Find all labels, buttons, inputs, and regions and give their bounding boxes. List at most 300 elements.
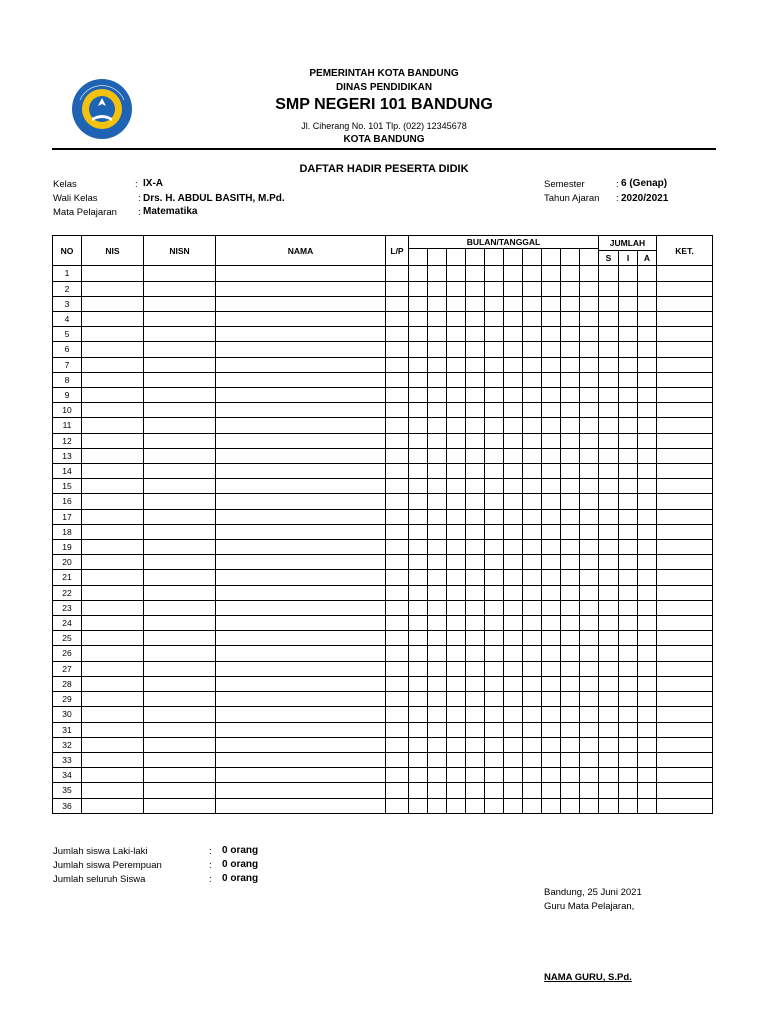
table-cell <box>216 403 386 418</box>
table-cell <box>561 448 580 463</box>
mapel-label: Mata Pelajaran <box>53 207 117 218</box>
table-cell <box>386 281 409 296</box>
table-cell <box>542 448 561 463</box>
table-cell <box>466 692 485 707</box>
table-row <box>53 555 713 570</box>
table-cell <box>638 585 657 600</box>
table-cell <box>580 357 599 372</box>
table-cell <box>386 312 409 327</box>
col-ket-header: KET. <box>657 236 713 266</box>
table-cell <box>638 479 657 494</box>
table-cell <box>82 524 144 539</box>
table-cell <box>82 646 144 661</box>
table-cell <box>386 707 409 722</box>
table-cell <box>428 600 447 615</box>
col-a-header: A <box>638 251 657 266</box>
table-cell <box>466 524 485 539</box>
table-cell <box>386 555 409 570</box>
table-cell <box>82 372 144 387</box>
table-cell <box>428 433 447 448</box>
row-number: 1 <box>53 266 82 281</box>
date-cell <box>485 249 504 266</box>
total-count-label: Jumlah seluruh Siswa <box>53 874 146 885</box>
table-cell <box>466 509 485 524</box>
table-cell <box>580 524 599 539</box>
table-cell <box>386 570 409 585</box>
table-cell <box>409 403 428 418</box>
signature-name: NAMA GURU, S.Pd. <box>544 972 632 983</box>
table-cell <box>428 646 447 661</box>
table-cell <box>523 585 542 600</box>
date-cell <box>542 249 561 266</box>
table-cell <box>561 327 580 342</box>
table-cell <box>561 570 580 585</box>
table-cell <box>580 707 599 722</box>
table-cell <box>447 509 466 524</box>
table-cell <box>216 737 386 752</box>
table-cell <box>523 296 542 311</box>
table-cell <box>580 600 599 615</box>
table-cell <box>542 524 561 539</box>
table-row <box>53 722 713 737</box>
table-cell <box>216 342 386 357</box>
table-cell <box>542 433 561 448</box>
table-cell <box>428 722 447 737</box>
table-cell <box>619 585 638 600</box>
table-cell <box>409 464 428 479</box>
table-cell <box>216 524 386 539</box>
table-cell <box>523 327 542 342</box>
table-cell <box>580 281 599 296</box>
table-cell <box>386 403 409 418</box>
table-cell <box>409 479 428 494</box>
table-cell <box>144 707 216 722</box>
table-cell <box>599 631 619 646</box>
table-row <box>53 768 713 783</box>
table-cell <box>599 676 619 691</box>
row-number: 23 <box>53 600 82 615</box>
table-cell <box>216 433 386 448</box>
table-cell <box>485 737 504 752</box>
table-cell <box>657 418 713 433</box>
table-cell <box>523 737 542 752</box>
col-nama-header: NAMA <box>216 236 386 266</box>
col-no-header: NO <box>53 236 82 266</box>
table-cell <box>580 555 599 570</box>
male-count-label: Jumlah siswa Laki-laki <box>53 846 148 857</box>
table-cell <box>638 403 657 418</box>
table-cell <box>447 342 466 357</box>
table-cell <box>580 342 599 357</box>
table-cell <box>504 783 523 798</box>
table-cell <box>638 494 657 509</box>
table-cell <box>580 388 599 403</box>
table-cell <box>657 631 713 646</box>
table-cell <box>504 768 523 783</box>
table-row <box>53 676 713 691</box>
table-cell <box>542 342 561 357</box>
col-i-header: I <box>619 251 638 266</box>
table-cell <box>580 798 599 813</box>
table-cell <box>599 464 619 479</box>
table-cell <box>144 783 216 798</box>
table-cell <box>216 312 386 327</box>
table-cell <box>466 479 485 494</box>
table-cell <box>523 448 542 463</box>
wali-colon: : <box>138 193 141 204</box>
table-cell <box>428 676 447 691</box>
wali-value: Drs. H. ABDUL BASITH, M.Pd. <box>143 193 285 204</box>
table-cell <box>542 661 561 676</box>
table-cell <box>504 312 523 327</box>
table-cell <box>144 403 216 418</box>
table-cell <box>638 266 657 281</box>
table-cell <box>409 372 428 387</box>
table-cell <box>216 616 386 631</box>
row-number: 9 <box>53 388 82 403</box>
table-cell <box>657 372 713 387</box>
table-cell <box>599 540 619 555</box>
table-cell <box>504 433 523 448</box>
row-number: 29 <box>53 692 82 707</box>
table-cell <box>485 494 504 509</box>
table-cell <box>561 600 580 615</box>
row-number: 31 <box>53 722 82 737</box>
table-cell <box>447 768 466 783</box>
table-cell <box>216 296 386 311</box>
table-cell <box>466 388 485 403</box>
table-cell <box>504 661 523 676</box>
table-cell <box>638 509 657 524</box>
table-cell <box>386 509 409 524</box>
table-cell <box>638 737 657 752</box>
table-cell <box>144 327 216 342</box>
table-cell <box>409 281 428 296</box>
table-cell <box>428 418 447 433</box>
total-count-value: 0 orang <box>222 873 259 884</box>
table-row <box>53 540 713 555</box>
table-cell <box>561 494 580 509</box>
table-cell <box>561 737 580 752</box>
table-cell <box>638 342 657 357</box>
table-cell <box>638 768 657 783</box>
table-cell <box>386 737 409 752</box>
table-cell <box>599 524 619 539</box>
table-cell <box>504 388 523 403</box>
table-cell <box>619 752 638 767</box>
table-cell <box>144 798 216 813</box>
table-cell <box>657 616 713 631</box>
table-cell <box>523 479 542 494</box>
row-number: 22 <box>53 585 82 600</box>
table-cell <box>638 783 657 798</box>
table-cell <box>599 372 619 387</box>
table-cell <box>144 600 216 615</box>
table-cell <box>144 266 216 281</box>
table-cell <box>485 783 504 798</box>
row-number: 16 <box>53 494 82 509</box>
table-cell <box>638 524 657 539</box>
table-cell <box>542 296 561 311</box>
table-cell <box>447 555 466 570</box>
row-number: 26 <box>53 646 82 661</box>
table-cell <box>409 737 428 752</box>
table-cell <box>82 433 144 448</box>
table-cell <box>428 707 447 722</box>
table-cell <box>386 524 409 539</box>
table-cell <box>466 768 485 783</box>
table-cell <box>504 570 523 585</box>
table-cell <box>428 403 447 418</box>
table-cell <box>580 448 599 463</box>
table-cell <box>386 296 409 311</box>
table-cell <box>485 312 504 327</box>
table-cell <box>580 768 599 783</box>
table-cell <box>619 768 638 783</box>
table-cell <box>638 448 657 463</box>
table-cell <box>561 312 580 327</box>
table-cell <box>466 585 485 600</box>
table-cell <box>216 722 386 737</box>
table-cell <box>447 540 466 555</box>
table-cell <box>428 448 447 463</box>
table-cell <box>657 722 713 737</box>
table-cell <box>523 783 542 798</box>
table-cell <box>599 616 619 631</box>
table-cell <box>447 631 466 646</box>
row-number: 6 <box>53 342 82 357</box>
table-cell <box>580 752 599 767</box>
table-cell <box>447 783 466 798</box>
table-cell <box>428 798 447 813</box>
tut-wuri-logo-icon <box>70 78 134 140</box>
table-cell <box>638 600 657 615</box>
table-cell <box>523 798 542 813</box>
table-cell <box>523 342 542 357</box>
row-number: 11 <box>53 418 82 433</box>
row-number: 10 <box>53 403 82 418</box>
table-cell <box>428 296 447 311</box>
table-cell <box>485 722 504 737</box>
table-cell <box>386 676 409 691</box>
table-cell <box>504 342 523 357</box>
table-row <box>53 342 713 357</box>
table-cell <box>485 631 504 646</box>
table-cell <box>386 540 409 555</box>
table-cell <box>447 722 466 737</box>
date-cell <box>561 249 580 266</box>
table-cell <box>466 646 485 661</box>
table-cell <box>657 494 713 509</box>
table-cell <box>657 676 713 691</box>
table-cell <box>216 783 386 798</box>
table-row <box>53 296 713 311</box>
table-cell <box>619 464 638 479</box>
table-cell <box>619 722 638 737</box>
table-row <box>53 570 713 585</box>
table-cell <box>409 433 428 448</box>
table-cell <box>523 357 542 372</box>
table-cell <box>580 631 599 646</box>
table-cell <box>216 570 386 585</box>
date-cell <box>466 249 485 266</box>
table-cell <box>428 616 447 631</box>
table-cell <box>638 418 657 433</box>
table-cell <box>542 357 561 372</box>
table-cell <box>216 600 386 615</box>
table-row <box>53 448 713 463</box>
table-cell <box>504 372 523 387</box>
row-number: 34 <box>53 768 82 783</box>
table-row <box>53 600 713 615</box>
table-cell <box>599 327 619 342</box>
table-row <box>53 692 713 707</box>
table-cell <box>82 357 144 372</box>
table-cell <box>447 433 466 448</box>
table-cell <box>447 448 466 463</box>
table-cell <box>619 661 638 676</box>
table-row <box>53 585 713 600</box>
female-count-colon: : <box>209 860 212 871</box>
table-cell <box>523 418 542 433</box>
table-cell <box>485 342 504 357</box>
table-cell <box>216 585 386 600</box>
table-cell <box>82 464 144 479</box>
table-cell <box>466 707 485 722</box>
table-cell <box>561 464 580 479</box>
table-cell <box>466 266 485 281</box>
table-cell <box>504 737 523 752</box>
table-row <box>53 616 713 631</box>
table-cell <box>542 372 561 387</box>
table-cell <box>657 266 713 281</box>
table-cell <box>466 631 485 646</box>
table-cell <box>523 403 542 418</box>
table-cell <box>447 403 466 418</box>
table-cell <box>504 464 523 479</box>
table-cell <box>409 555 428 570</box>
school-name: SMP NEGERI 101 BANDUNG <box>275 96 493 113</box>
table-cell <box>386 327 409 342</box>
table-cell <box>144 737 216 752</box>
table-cell <box>619 509 638 524</box>
table-cell <box>144 448 216 463</box>
table-cell <box>638 281 657 296</box>
table-cell <box>144 585 216 600</box>
table-cell <box>599 433 619 448</box>
table-cell <box>409 768 428 783</box>
table-cell <box>144 281 216 296</box>
row-number: 17 <box>53 509 82 524</box>
table-cell <box>523 509 542 524</box>
table-cell <box>561 418 580 433</box>
table-cell <box>580 722 599 737</box>
table-cell <box>466 342 485 357</box>
table-cell <box>82 676 144 691</box>
table-cell <box>466 570 485 585</box>
table-cell <box>216 388 386 403</box>
table-cell <box>599 448 619 463</box>
table-cell <box>504 707 523 722</box>
table-cell <box>561 798 580 813</box>
table-cell <box>504 357 523 372</box>
table-cell <box>580 570 599 585</box>
table-row <box>53 737 713 752</box>
table-cell <box>542 266 561 281</box>
table-cell <box>504 494 523 509</box>
table-row <box>53 631 713 646</box>
table-cell <box>144 676 216 691</box>
table-cell <box>657 646 713 661</box>
col-s-header: S <box>599 251 619 266</box>
table-cell <box>523 646 542 661</box>
table-cell <box>144 296 216 311</box>
table-cell <box>428 388 447 403</box>
table-cell <box>144 357 216 372</box>
semester-colon: : <box>616 179 619 190</box>
table-cell <box>428 281 447 296</box>
table-cell <box>523 524 542 539</box>
table-cell <box>409 312 428 327</box>
table-cell <box>428 266 447 281</box>
table-cell <box>447 616 466 631</box>
table-cell <box>466 296 485 311</box>
table-cell <box>144 570 216 585</box>
table-cell <box>638 555 657 570</box>
table-cell <box>523 540 542 555</box>
table-cell <box>561 555 580 570</box>
table-cell <box>447 752 466 767</box>
table-cell <box>561 372 580 387</box>
table-cell <box>504 448 523 463</box>
table-row <box>53 661 713 676</box>
table-cell <box>216 327 386 342</box>
table-cell <box>561 509 580 524</box>
male-count-colon: : <box>209 846 212 857</box>
table-cell <box>619 372 638 387</box>
table-cell <box>561 403 580 418</box>
table-cell <box>619 281 638 296</box>
mapel-value: Matematika <box>143 206 198 217</box>
table-cell <box>638 616 657 631</box>
table-cell <box>638 798 657 813</box>
table-cell <box>523 752 542 767</box>
city-name: KOTA BANDUNG <box>343 134 425 145</box>
table-cell <box>485 433 504 448</box>
table-cell <box>485 357 504 372</box>
table-cell <box>428 464 447 479</box>
table-cell <box>216 494 386 509</box>
table-cell <box>409 509 428 524</box>
table-cell <box>504 555 523 570</box>
table-cell <box>386 494 409 509</box>
table-cell <box>542 707 561 722</box>
table-cell <box>542 722 561 737</box>
table-cell <box>82 418 144 433</box>
table-cell <box>447 661 466 676</box>
table-cell <box>561 768 580 783</box>
table-cell <box>82 661 144 676</box>
table-cell <box>216 631 386 646</box>
table-cell <box>657 585 713 600</box>
table-cell <box>216 464 386 479</box>
table-cell <box>144 661 216 676</box>
table-cell <box>619 798 638 813</box>
table-row <box>53 327 713 342</box>
table-row <box>53 524 713 539</box>
table-cell <box>428 540 447 555</box>
table-cell <box>504 509 523 524</box>
